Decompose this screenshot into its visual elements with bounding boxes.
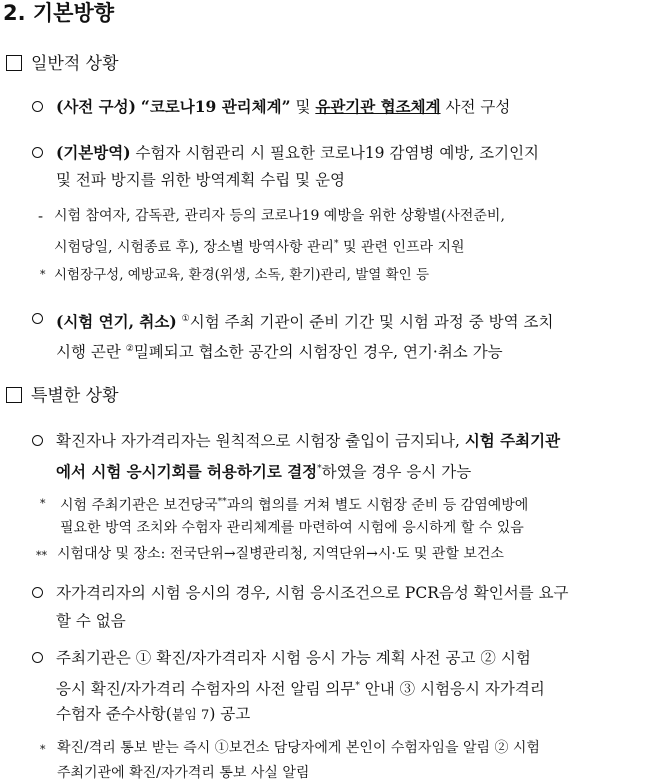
checkbox-square-icon [6,387,22,403]
item-basic-quarantine: (기본방역) 수험자 시험관리 시 필요한 코로나19 감염병 예방, 조기인지 [56,143,540,162]
item-basic-quarantine-line2: 및 전파 방지를 위한 방역계획 수립 및 운영 [56,171,346,189]
circle-bullet-icon [32,101,43,112]
item-host-notice: 주최기관은 ① 확진/자가격리자 시험 응시 가능 계획 사전 공고 ② 시험 [56,649,531,667]
circle-bullet-icon [32,652,43,663]
item-postpone-cancel: (시험 연기, 취소) ①시험 주최 기관이 준비 기간 및 시험 과정 중 방역 조치 [56,312,554,332]
note-target-location: 시험대상 및 장소: 전국단위→질병관리청, 지역단위→시·도 및 관할 보건소 [57,546,504,562]
item-self-isolated-test: 자가격리자의 시험 응시의 경우, 시험 응시조건으로 PCR음성 확인서를 요구 [56,584,569,602]
note-host-agency: 시험 주최기관은 보건당국**과의 협의를 거쳐 별도 시험장 준비 등 감염예방에 [60,497,529,514]
circle-bullet-icon [32,435,43,446]
note-host-agency-line2: 필요한 방역 조치와 수험자 관리체계를 마련하여 시험에 응시하게 할 수 있음 [60,520,524,536]
item-pre-setup: (사전 구성) “코로나19 관리체계” 및 유관기관 협조체계 사전 구성 [56,97,511,116]
item-confirmed-isolated: 확진자나 자가격리자는 원칙적으로 시험장 출입이 금지되나, 시험 주최기관 [56,431,561,450]
item-postpone-cancel-line2: 시행 곤란 ②밀폐되고 협소한 공간의 시험장인 경우, 연기·취소 가능 [56,343,503,362]
dash-marker: - [38,207,44,225]
asterisk-marker: * [40,268,46,281]
item-confirmed-isolated-line2: 에서 시험 응시기회를 허용하기로 결정*하였을 경우 응시 가능 [56,462,472,482]
section-heading-special: 특별한 상황 [6,385,119,407]
item-self-isolated-test-line2: 할 수 없음 [56,612,126,630]
circle-bullet-icon [32,587,43,598]
note-notification-line2: 주최기관에 확진/자가격리 통보 사실 알림 [57,765,310,781]
note-site-setup: 시험장구성, 예방교육, 환경(위생, 소독, 환기)관리, 발열 확인 등 [54,267,430,283]
item-host-notice-line3: 수험자 준수사항(붙임 7) 공고 [56,705,251,723]
asterisk-marker: * [40,743,46,756]
double-asterisk-marker: ** [36,549,47,562]
circle-bullet-icon [32,313,43,324]
section-heading-general: 일반적 상황 [6,53,119,75]
item-host-notice-line2: 응시 확진/자가격리 수험자의 사전 알림 의무* 안내 ③ 시험응시 자가격리 [56,680,545,699]
page-title: 2. 기본방향 [3,1,115,25]
asterisk-marker: * [40,497,46,510]
circle-bullet-icon [32,147,43,158]
sub-item-participants: 시험 참여자, 감독관, 관리자 등의 코로나19 예방을 위한 상황별(사전준비, [54,208,505,224]
note-notification: 확진/격리 통보 받는 즉시 ①보건소 담당자에게 본인이 수험자임을 알림 ② 시험 [57,740,540,756]
checkbox-square-icon [6,55,22,71]
sub-item-participants-line2: 시험당일, 시험종료 후), 장소별 방역사항 관리* 및 관련 인프라 지원 [54,239,465,256]
